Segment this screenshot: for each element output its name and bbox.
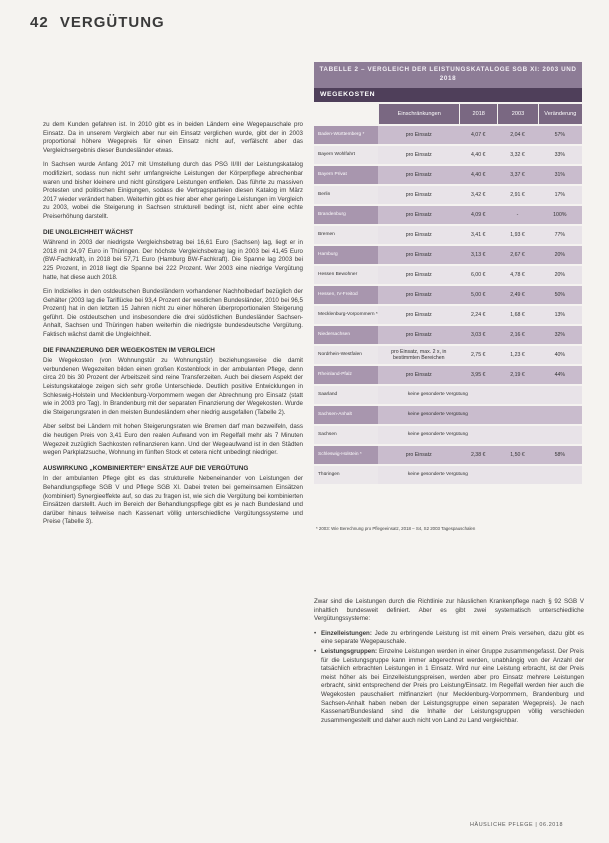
right-list [314,630,584,726]
subheading: DIE UNGLEICHHEIT WÄCHST [43,228,134,236]
cell-2018: 3,42 € [459,186,497,204]
table-2 [314,62,582,522]
cell-2018: 4,40 € [459,166,497,184]
cell-2003: 1,23 € [497,346,537,364]
cell-2003: 1,50 € [497,446,537,464]
cell-2018: 5,00 € [459,286,497,304]
right-intro: Zwar sind die Leistungen durch die Richtlinie zur häuslichen Krankenpflege nach § 92 SGB V inhaltlich bundesweit definiert. Aber es gibt zwei systematisch unterschiedliche Vergütungssysteme: [314,598,584,623]
cell-change: 44% [538,366,582,384]
header-empty [314,104,378,124]
cell-change: 33% [538,146,582,164]
cell-land: Bayern Privat [314,166,378,184]
table-row [314,366,582,384]
section-title: VERGÜTUNG [59,14,165,31]
paragraph: Die Wegekosten (von Wohnungstür zu Wohnungstür) beziehungsweise die damit verbundenen Wegezeiten bilden einen großen Kostenblock in der ambulanten Pflege, denn circa 20 bis 30 Prozent der Arbeitszeit sind reine Transferzeiten. Auch bei diesem Aspekt der Leistungskataloge zeigen sich sehr große Unterschiede. Deutlich positive Entwicklungen in Schleswig-Holstein und Mecklenburg-Vorpommern wegen der Abrechnung pro Einsatz (statt wie in 2003 pro Tag). In Brandenburg mit der separaten Finanzierung der Wegekosten. Wurde die Steigerungsraten in den meisten Bundesländern eher niedrig ausgefallen (Tabelle 2). [43,357,303,416]
cell-land: Baden-Württemberg * [314,126,378,144]
cell-change: 40% [538,346,582,364]
table-note: * 2003: Wie Berechnung pro Pflegeeinsatz, 2018 – S4, S2 2003 Tagespauschalen [316,526,476,531]
cell-land: Hessen, IV-Freitod [314,286,378,304]
cell-einschraenkung: pro Einsatz [378,246,459,264]
cell-einschraenkung: pro Einsatz [378,146,459,164]
table-row [314,286,582,304]
header-einschraenkungen: Einschränkungen [378,104,459,124]
cell-land: Mecklenburg-Vorpommern * [314,306,378,324]
cell-2003: 2,91 € [497,186,537,204]
cell-2018: 4,09 € [459,206,497,224]
cell-einschraenkung: keine gesonderte Vergütung [378,406,497,424]
table-row [314,306,582,324]
cell-einschraenkung: pro Einsatz [378,286,459,304]
cell-2018: 2,24 € [459,306,497,324]
subheading: DIE FINANZIERUNG DER WEGEKOSTEN IM VERGLEICH [43,346,215,354]
cell-change: 100% [538,206,582,224]
cell-change: 17% [538,186,582,204]
cell-land: Thüringen [314,466,378,484]
list-item [314,630,584,647]
cell-einschraenkung: pro Einsatz [378,266,459,284]
cell-land: Sachsen-Anhalt [314,406,378,424]
cell-2003: 4,78 € [497,266,537,284]
cell-2018: 3,13 € [459,246,497,264]
list-item-text: Jede zu erbringende Leistung ist mit einem Preis versehen, dazu gibt es eine separate Wegepauschale. [321,629,584,646]
page-footer: HÄUSLICHE PFLEGE | 06.2018 [470,822,564,828]
table-row [314,226,582,244]
cell-2003: 3,32 € [497,146,537,164]
cell-land: Rheinland-Pfalz [314,366,378,384]
cell-2003: 2,67 € [497,246,537,264]
cell-change: 58% [538,446,582,464]
paragraph: In der ambulanten Pflege gibt es das strukturelle Nebeneinander von Leistungen der Behandlungspflege SGB V und Pflege SGB XI. Dabei treten bei gemeinsamen Einsätzen (kombiniert) Synergieeffekte auf, so das zu fragen ist, wie sich die Vergütung bei kombinierten Einsätzen darstellt. Auch im Bereich der Behandlungspflege gibt es je nach Bundesland und darüber hinaus teilweise nach Kassenart völlig unterschiedliche Vergütungssysteme und Preise (Tabelle 3). [43,475,303,526]
table-subtitle: WEGEKOSTEN [314,88,582,102]
header-2018: 2018 [459,104,497,124]
cell-einschraenkung: pro Einsatz [378,206,459,224]
cell-2018: 6,00 € [459,266,497,284]
cell-2003: 1,93 € [497,226,537,244]
paragraph: Aber selbst bei Ländern mit hohen Steigerungsraten wie Bremen darf man bezweifeln, dass die heutigen Preis von 3,41 Euro den realen Aufwand von im Regelfall mehr als 7 Minuten Wegezeit zuzüglich Sachkosten refinanzieren kann. Und der Wegeaufwand ist in den Städten wegen Parkplatzsuche, Wohnung im fünften Stock et cetera nicht unbedingt niedriger. [43,423,303,457]
table-row [314,346,582,364]
table-row [314,466,582,484]
cell-2003: 2,49 € [497,286,537,304]
cell-change: 31% [538,166,582,184]
list-item-text: Einzelne Leistungen werden in einer Gruppe zusammengefasst. Der Preis für die Leistungsgruppe kann immer abgerechnet werden, unabhängig von der Anzahl der tatsächlich erbrachten Leistungen in 1 Einsatz. Wird nur eine Leistung erbracht, ist der Preis meist höher als bei Einzelleistungspreisen, werden aber pro Einsatz mehrere Leistungen erbracht, sinkt entsprechend der Preis pro Leistung/Einsatz. Im Regelfall werden hier auch die Wegekosten pauschaliert mitfinanziert (nur Mecklenburg-Vorpommern, Brandenburg und Sachsen-Anhalt haben neben der Leistungsgruppe einen separaten Wegepreis). Je nach Kassenart/Bundesland sind die Inhalte der Leistungsgruppen völlig verschieden zusammengestellt und daher auch nicht von Land zu Land vergleichbar. [321,647,584,724]
table-row [314,266,582,284]
cell-land: Bayern Wohlfahrt [314,146,378,164]
cell-einschraenkung: keine gesonderte Vergütung [378,386,497,404]
table-row [314,166,582,184]
paragraph: Ein Indizielles in den ostdeutschen Bundesländern vorhandener Nachholbedarf bezüglich der Gehälter (2003 lag die Tariflücke bei 93,4 Prozent der westlichen Bundesländer, 2010 bei 96,5 Prozent) hat in den letzten 15 Jahren nicht zu einer höheren überproportionalen Steigerung geführt. Die ostdeutschen und insbesondere die drei südöstlichen Bundesländer Sachsen-Anhalt, Sachsen und Thüringen haben weiterhin die niedrigste bundesdeutsche Vergütung. Faktisch wächst damit die Ungleichheit. [43,288,303,339]
cell-einschraenkung: pro Einsatz, max. 2 x, in bestimmten Bereichen [378,346,459,364]
cell-land: Hamburg [314,246,378,264]
table-row [314,186,582,204]
right-text-column [314,598,584,726]
left-text-column [43,121,303,533]
table-row [314,426,582,444]
cell-change: 50% [538,286,582,304]
list-item [314,648,584,725]
cell-land: Berlin [314,186,378,204]
wegekosten-table [314,102,582,486]
cell-einschraenkung: pro Einsatz [378,446,459,464]
cell-2018 [497,406,582,424]
paragraph: In Sachsen wurde Anfang 2017 mit Umstellung durch das PSG II/III der Leistungskatalog modifiziert, sodass nun nicht sehr umfangreiche Leistungen der Körperpflege abrechenbar waren und bisher kleinere und nicht günstigere Leistungen entfielen. Das führte zu massiven Protesten und politischen Einigungen, sodass die Vertragsparteien diesen Katalog im März 2017 wieder verändert haben. Weiterhin gibt es hier aber eher geringe Leistungen im Vergleich zu 2003, wobei die Steigerung in Sachsen strukturell bedingt ist, nicht aber eine echte Preiserhöhung darstellt. [43,161,303,220]
cell-2018 [497,426,582,444]
cell-land: Nordrhein-Westfalen [314,346,378,364]
table-row [314,146,582,164]
cell-einschraenkung: pro Einsatz [378,326,459,344]
page-number: 42 [30,14,49,31]
cell-change: 77% [538,226,582,244]
paragraph: Während in 2003 der niedrigste Vergleichsbetrag bei 16,61 Euro (Sachsen) lag, liegt er in 2018 mit 24,97 Euro in Thüringen. Der höchste Vergleichsbetrag lag in 2003 bei 41,45 Euro (BW-Fachkraft), in 2018 bei 57,71 Euro (Hamburg BW-Fachkraft). Die Spanne lag 2003 bei 225 Prozent, in 2018 liegt die Spanne bei 222 Prozent. Wer 2003 eine niedrige Vergütung hatte, hat diese auch 2018. [43,239,303,281]
cell-2003: - [497,206,537,224]
table-row [314,386,582,404]
cell-2003: 3,37 € [497,166,537,184]
cell-einschraenkung: keine gesonderte Vergütung [378,466,497,484]
cell-change: 57% [538,126,582,144]
cell-2003: 2,16 € [497,326,537,344]
cell-change: 13% [538,306,582,324]
cell-2018 [497,386,582,404]
cell-2018: 4,07 € [459,126,497,144]
table-body [314,126,582,484]
cell-land: Saarland [314,386,378,404]
cell-einschraenkung: pro Einsatz [378,166,459,184]
table-row [314,406,582,424]
cell-2003: 1,68 € [497,306,537,324]
cell-land: Bremen [314,226,378,244]
cell-2018: 3,03 € [459,326,497,344]
cell-change: 32% [538,326,582,344]
cell-einschraenkung: pro Einsatz [378,186,459,204]
list-item-term: Leistungsgruppen: [321,647,378,655]
table-header-row [314,104,582,124]
table-title: TABELLE 2 – VERGLEICH DER LEISTUNGSKATALOGE SGB XI: 2003 UND 2018 [314,62,582,88]
table-row [314,126,582,144]
table-row [314,446,582,464]
cell-change: 20% [538,246,582,264]
cell-2018: 2,38 € [459,446,497,464]
cell-2018: 2,75 € [459,346,497,364]
cell-2018: 3,41 € [459,226,497,244]
cell-land: Brandenburg [314,206,378,224]
cell-2018: 3,95 € [459,366,497,384]
table-row [314,246,582,264]
cell-einschraenkung: pro Einsatz [378,126,459,144]
cell-change: 20% [538,266,582,284]
cell-land: Schleswig-Holstein * [314,446,378,464]
header-veraenderung: Veränderung [538,104,582,124]
cell-2018 [497,466,582,484]
cell-land: Sachsen [314,426,378,444]
cell-einschraenkung: pro Einsatz [378,366,459,384]
table-row [314,206,582,224]
cell-einschraenkung: keine gesonderte Vergütung [378,426,497,444]
cell-einschraenkung: pro Einsatz [378,226,459,244]
page-header [30,14,165,31]
subheading: AUSWIRKUNG „KOMBINIERTER“ EINSÄTZE AUF DIE VERGÜTUNG [43,464,249,472]
cell-2003: 2,19 € [497,366,537,384]
cell-land: Hessen Bewohner [314,266,378,284]
cell-land: Niedersachsen [314,326,378,344]
paragraph: zu dem Kunden gefahren ist. In 2010 gibt es in beiden Ländern eine Wegepauschale pro Einsatz. Da in unserem Vergleich aber nur ein Einsatz verglichen wurde, gibt der in 2003 proportional höhere Wegepreis für einen Einsatz nicht auf, verfälscht aber das Vergleichsergebnis dieser Bundesländer etwas. [43,121,303,154]
cell-2003: 2,04 € [497,126,537,144]
cell-2018: 4,40 € [459,146,497,164]
table-row [314,326,582,344]
header-2003: 2003 [497,104,537,124]
list-item-term: Einzelleistungen: [321,629,372,637]
cell-einschraenkung: pro Einsatz [378,306,459,324]
